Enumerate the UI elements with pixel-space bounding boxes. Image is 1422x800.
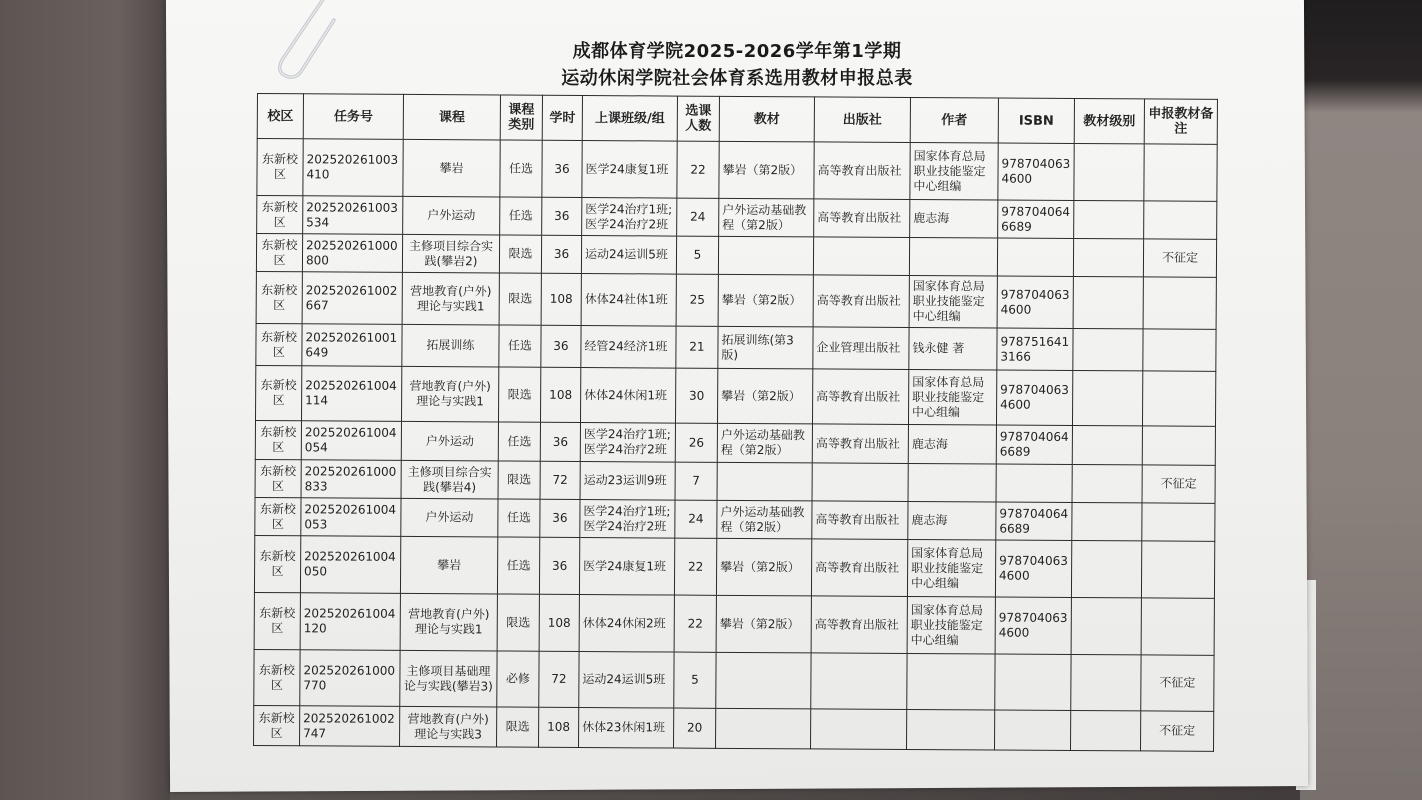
cell-note <box>1142 371 1215 426</box>
cell-type: 必修 <box>497 651 539 707</box>
cell-course: 营地教育(户外)理论与实践1 <box>400 593 497 651</box>
cell-course: 营地教育(户外)理论与实践1 <box>401 366 498 422</box>
cell-author <box>907 709 995 750</box>
cell-type: 任选 <box>498 422 540 461</box>
cell-campus: 东新校区 <box>254 649 300 705</box>
cell-course: 攀岩 <box>403 139 500 197</box>
cell-campus: 东新校区 <box>254 592 300 649</box>
cell-level <box>1070 710 1140 750</box>
cell-book <box>716 652 811 709</box>
cell-course: 攀岩 <box>400 536 497 594</box>
cell-isbn <box>996 464 1072 502</box>
cell-campus: 东新校区 <box>256 271 302 323</box>
cell-isbn: 9787040634600 <box>995 540 1071 597</box>
cell-task: 202520261003534 <box>303 196 403 235</box>
cell-note <box>1141 541 1214 598</box>
cell-campus: 东新校区 <box>255 497 301 535</box>
cell-class: 运动23运训9班 <box>580 461 675 500</box>
cell-isbn: 9787040634600 <box>996 370 1072 425</box>
cell-publisher: 高等教育出版社 <box>811 539 907 597</box>
cell-task: 202520261004120 <box>300 593 400 651</box>
cell-note <box>1141 598 1214 655</box>
cell-count: 5 <box>674 652 716 708</box>
header-task: 任务号 <box>303 94 403 140</box>
cell-level <box>1073 238 1143 276</box>
cell-campus: 东新校区 <box>257 196 303 234</box>
cell-count: 24 <box>677 198 719 236</box>
cell-course: 营地教育(户外)理论与实践1 <box>402 272 499 325</box>
cell-isbn: 9787040634600 <box>998 143 1074 200</box>
cell-author: 国家体育总局职业技能鉴定中心组编 <box>907 539 995 597</box>
cell-campus: 东新校区 <box>256 323 302 365</box>
cell-note: 不征定 <box>1140 711 1213 751</box>
cell-note: 不征定 <box>1143 239 1216 277</box>
cell-publisher: 高等教育出版社 <box>814 199 910 238</box>
cell-level <box>1072 502 1142 540</box>
table-row <box>257 196 1217 240</box>
header-isbn: ISBN <box>998 98 1074 143</box>
desk-surface-left <box>0 0 170 800</box>
desk-surface-right <box>1300 0 1422 800</box>
table-row <box>254 592 1214 655</box>
cell-level <box>1073 276 1143 328</box>
cell-isbn <box>995 710 1071 750</box>
header-publisher: 出版社 <box>814 97 910 143</box>
cell-task: 202520261003410 <box>303 139 403 197</box>
cell-book: 户外运动基础教程（第2版） <box>719 198 814 237</box>
cell-book: 户外运动基础教程（第2版） <box>717 423 812 463</box>
cell-course: 营地教育(户外)理论与实践3 <box>400 706 497 747</box>
cell-task: 202520261000800 <box>302 234 402 273</box>
cell-author <box>909 237 997 276</box>
cell-class: 休体24休闲2班 <box>579 594 674 652</box>
cell-count: 7 <box>675 462 717 500</box>
cell-course: 主修项目基础理论与实践(攀岩3) <box>400 650 497 707</box>
table-row <box>257 139 1217 202</box>
table-row <box>256 234 1216 278</box>
cell-class: 医学24治疗1班;医学24治疗2班 <box>582 197 677 236</box>
cell-count: 24 <box>675 500 717 538</box>
cell-level <box>1074 200 1144 238</box>
cell-hours: 36 <box>540 422 580 461</box>
cell-book: 攀岩（第2版） <box>716 595 811 653</box>
cell-publisher <box>811 709 907 750</box>
cell-hours: 72 <box>539 651 579 707</box>
cell-course: 户外运动 <box>403 196 500 235</box>
cell-isbn <box>995 654 1071 710</box>
table-row <box>255 365 1215 426</box>
table-row <box>255 497 1215 541</box>
cell-count: 22 <box>674 538 716 595</box>
textbook-table <box>253 93 1218 752</box>
cell-book: 攀岩（第2版） <box>717 368 812 424</box>
cell-isbn: 9787040634600 <box>995 597 1071 654</box>
cell-publisher: 高等教育出版社 <box>814 142 910 200</box>
cell-task: 202520261002747 <box>300 706 400 747</box>
cell-course: 主修项目综合实践(攀岩2) <box>402 234 499 273</box>
cell-class: 休体24休闲1班 <box>580 367 675 423</box>
cell-task: 202520261004054 <box>301 421 401 461</box>
cell-course: 户外运动 <box>401 498 498 537</box>
cell-class: 医学24治疗1班;医学24治疗2班 <box>580 499 675 538</box>
cell-level <box>1071 654 1141 710</box>
cell-course: 主修项目综合实践(攀岩4) <box>401 460 498 499</box>
cell-note <box>1143 277 1216 329</box>
header-level: 教材级别 <box>1074 98 1144 143</box>
cell-campus: 东新校区 <box>254 705 300 745</box>
header-campus: 校区 <box>257 94 303 139</box>
cell-type: 任选 <box>500 140 542 197</box>
cell-class: 经管24经济1班 <box>581 325 676 368</box>
cell-count: 20 <box>674 708 716 748</box>
cell-note <box>1143 329 1216 371</box>
table-row <box>255 459 1215 503</box>
cell-book <box>718 236 813 275</box>
cell-count: 25 <box>676 274 718 326</box>
cell-author: 鹿志海 <box>910 199 998 238</box>
cell-campus: 东新校区 <box>255 365 301 420</box>
cell-isbn: 9787040646689 <box>998 200 1074 238</box>
cell-task: 202520261000770 <box>300 650 400 707</box>
cell-level <box>1074 143 1144 200</box>
cell-book: 拓展训练(第3版) <box>718 326 813 369</box>
cell-course: 拓展训练 <box>402 324 499 367</box>
header-author: 作者 <box>910 97 998 143</box>
cell-author <box>908 463 996 502</box>
cell-book: 攀岩（第2版） <box>716 538 811 596</box>
table-header-row <box>257 94 1217 145</box>
header-book: 教材 <box>719 96 814 142</box>
table-row <box>256 271 1216 329</box>
cell-task: 202520261004114 <box>301 366 401 422</box>
cell-publisher: 高等教育出版社 <box>812 369 908 425</box>
cell-course: 户外运动 <box>401 421 498 461</box>
cell-author: 国家体育总局职业技能鉴定中心组编 <box>907 596 995 654</box>
cell-author: 国家体育总局职业技能鉴定中心组编 <box>910 142 998 200</box>
cell-class: 休体23休闲1班 <box>579 707 674 748</box>
cell-task: 202520261001649 <box>302 324 402 367</box>
cell-count: 30 <box>675 368 717 423</box>
cell-type: 限选 <box>499 235 541 273</box>
cell-hours: 108 <box>539 707 579 747</box>
cell-class: 运动24运训5班 <box>581 235 676 274</box>
cell-isbn: 9787040634600 <box>997 276 1073 328</box>
cell-campus: 东新校区 <box>256 234 302 272</box>
table-row <box>254 649 1214 711</box>
cell-book <box>717 462 812 501</box>
document-subtitle: 运动休闲学院社会体育系选用教材申报总表 <box>561 68 913 89</box>
cell-level <box>1071 540 1141 597</box>
cell-book: 攀岩（第2版） <box>719 141 814 199</box>
table-row <box>256 323 1216 371</box>
table-row <box>254 535 1214 598</box>
cell-level <box>1072 464 1142 502</box>
cell-publisher: 高等教育出版社 <box>811 596 907 654</box>
cell-hours: 36 <box>542 197 582 235</box>
cell-book: 攀岩（第2版） <box>718 274 813 327</box>
cell-count: 22 <box>674 595 716 652</box>
cell-hours: 108 <box>541 273 581 325</box>
cell-hours: 36 <box>539 537 579 594</box>
cell-publisher: 高等教育出版社 <box>812 424 908 464</box>
document-title: 成都体育学院2025-2026学年第1学期 <box>572 41 902 62</box>
cell-note <box>1144 144 1217 201</box>
cell-task: 202520261002667 <box>302 272 402 325</box>
cell-note: 不征定 <box>1142 465 1215 503</box>
cell-type: 限选 <box>499 273 541 325</box>
cell-publisher <box>812 463 908 502</box>
cell-publisher <box>811 653 907 710</box>
cell-publisher: 高等教育出版社 <box>813 275 909 328</box>
table-row <box>255 420 1215 465</box>
cell-level <box>1072 425 1142 464</box>
cell-level <box>1073 328 1143 370</box>
header-type: 课程类别 <box>500 95 542 140</box>
cell-note: 不征定 <box>1141 655 1214 711</box>
cell-class: 医学24治疗1班;医学24治疗2班 <box>580 422 675 462</box>
cell-count: 5 <box>676 236 718 274</box>
cell-publisher: 高等教育出版社 <box>812 501 908 540</box>
cell-campus: 东新校区 <box>255 420 301 459</box>
cell-class: 医学24康复1班 <box>579 537 674 595</box>
cell-class: 运动24运训5班 <box>579 651 674 708</box>
cell-class: 休体24社体1班 <box>581 273 676 326</box>
cell-publisher <box>813 237 909 276</box>
cell-level <box>1072 370 1142 425</box>
cell-hours: 108 <box>540 367 580 422</box>
cell-author: 国家体育总局职业技能鉴定中心组编 <box>908 369 996 425</box>
cell-type: 限选 <box>497 707 539 747</box>
cell-type: 任选 <box>499 325 541 367</box>
cell-type: 任选 <box>500 197 542 235</box>
cell-hours: 36 <box>542 140 582 197</box>
cell-author: 国家体育总局职业技能鉴定中心组编 <box>909 275 997 328</box>
cell-note <box>1142 426 1215 465</box>
cell-type: 限选 <box>498 461 540 499</box>
header-course: 课程 <box>403 94 500 140</box>
cell-task: 202520261004050 <box>300 536 400 594</box>
cell-note <box>1142 503 1215 541</box>
header-class: 上课班级/组 <box>582 95 677 141</box>
cell-count: 21 <box>676 326 718 368</box>
cell-publisher: 企业管理出版社 <box>813 327 909 370</box>
cell-isbn: 9787040646689 <box>996 502 1072 540</box>
cell-isbn <box>997 238 1073 276</box>
header-count: 选课人数 <box>677 96 719 141</box>
cell-task: 202520261000833 <box>301 460 401 499</box>
cell-author: 鹿志海 <box>908 501 996 540</box>
cell-campus: 东新校区 <box>257 139 303 196</box>
cell-campus: 东新校区 <box>254 535 300 592</box>
cell-author: 钱永健 著 <box>909 327 997 370</box>
cell-hours: 108 <box>539 594 579 651</box>
cell-author: 鹿志海 <box>908 424 996 464</box>
cell-author <box>907 653 995 710</box>
cell-type: 限选 <box>497 594 539 651</box>
cell-hours: 36 <box>541 235 581 273</box>
header-note: 申报教材备注 <box>1144 99 1217 144</box>
cell-book: 户外运动基础教程（第2版） <box>717 500 812 539</box>
cell-note <box>1144 201 1217 239</box>
cell-hours: 36 <box>540 499 580 537</box>
cell-count: 26 <box>675 423 717 462</box>
cell-class: 医学24康复1班 <box>582 140 677 198</box>
cell-campus: 东新校区 <box>255 459 301 497</box>
cell-count: 22 <box>677 141 719 198</box>
cell-book <box>716 708 811 749</box>
cell-type: 任选 <box>497 537 539 594</box>
cell-isbn: 9787040646689 <box>996 425 1072 464</box>
header-hours: 学时 <box>542 95 582 140</box>
cell-level <box>1071 597 1141 654</box>
cell-hours: 72 <box>540 461 580 499</box>
cell-hours: 36 <box>541 325 581 367</box>
cell-task: 202520261004053 <box>301 498 401 537</box>
cell-isbn: 9787516413166 <box>997 328 1073 370</box>
cell-type: 限选 <box>498 367 540 422</box>
cell-type: 任选 <box>498 499 540 537</box>
table-row <box>254 705 1214 751</box>
